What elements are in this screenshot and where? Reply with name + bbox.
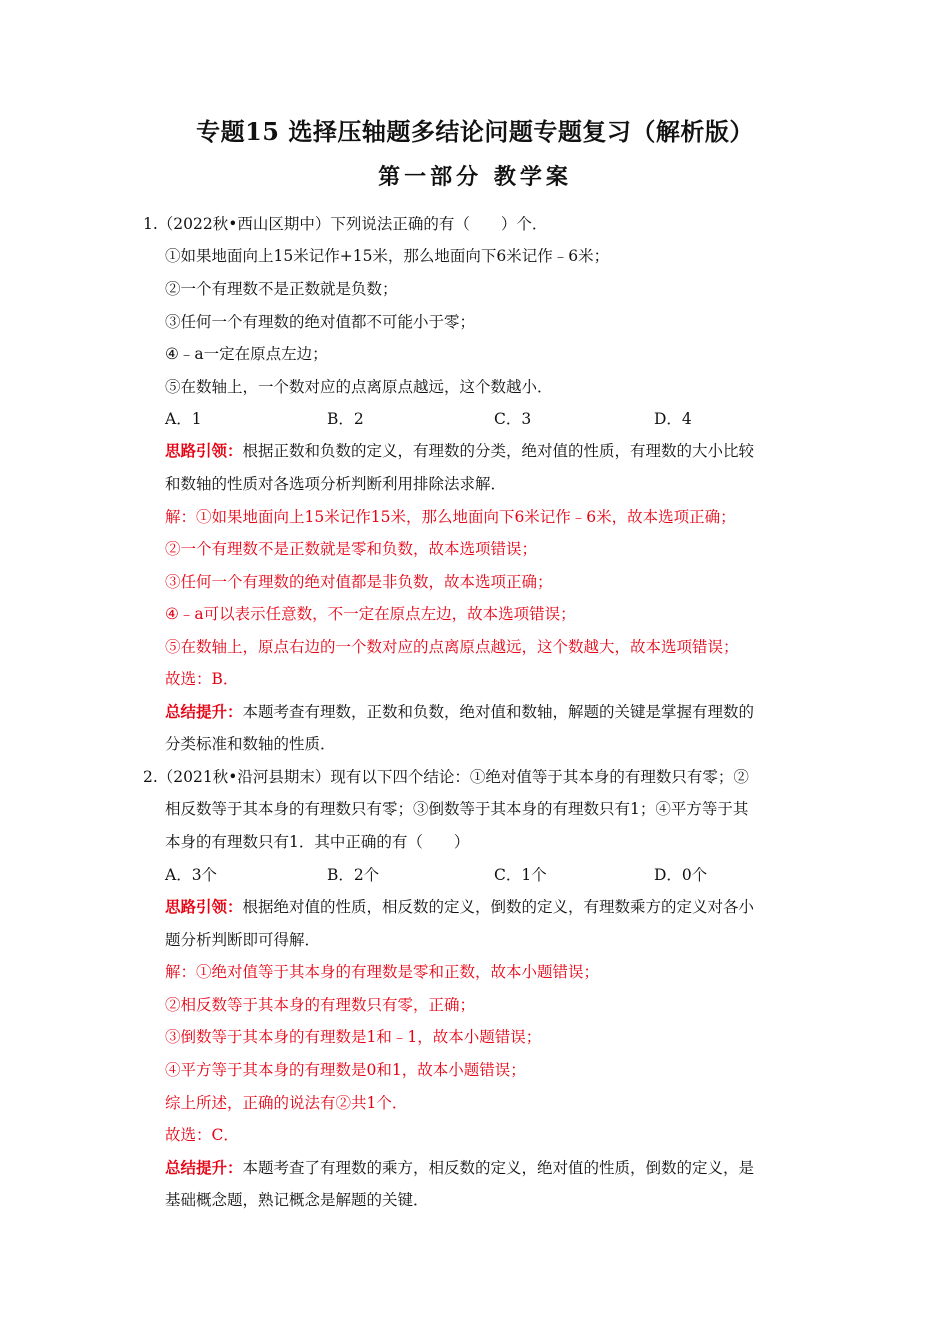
q1-item: ③任何一个有理数的绝对值都不可能小于零；: [165, 313, 476, 331]
q2-summary-cont: 基础概念题，熟记概念是解题的关键．: [165, 1191, 429, 1209]
q1-hint-label: 思路引领：: [165, 441, 243, 460]
q1-option-a: A．1: [165, 410, 202, 428]
q2-solution-line: ②相反数等于其本身的有理数只有零，正确；: [165, 996, 476, 1014]
q2-option-d: D．0个: [654, 866, 708, 884]
q2-hint-label: 思路引领：: [165, 897, 243, 916]
section-subtitle: 第一部分 教学案: [378, 164, 572, 190]
q1-solution-line: ③任何一个有理数的绝对值都是非负数，故本选项正确；: [165, 573, 553, 591]
q2-summary-label: 总结提升：: [165, 1158, 243, 1177]
q1-option-c: C．3: [494, 410, 532, 428]
q1-summary: [165, 701, 754, 723]
q1-summary-label: 总结提升：: [165, 702, 243, 721]
q1-item: ①如果地面向上15米记作+15米，那么地面向下6米记作﹣6米；: [165, 247, 610, 265]
q1-solution-line: 解：①如果地面向上15米记作15米，那么地面向下6米记作﹣6米，故本选项正确；: [165, 508, 736, 526]
q1-hint: [165, 440, 754, 462]
q2-answer: 故选：C．: [165, 1126, 239, 1144]
q1-item: ②一个有理数不是正数就是负数；: [165, 280, 398, 298]
q1-summary-text: 本题考查有理数，正数和负数，绝对值和数轴，解题的关键是掌握有理数的: [242, 703, 755, 721]
q2-option-a: A．3个: [165, 866, 218, 884]
q1-hint-cont: 和数轴的性质对各选项分析判断利用排除法求解．: [165, 475, 507, 493]
page-title: 专题15 选择压轴题多结论问题专题复习（解析版）: [196, 117, 754, 146]
q1-solution-line: ②一个有理数不是正数就是零和负数，故本选项错误；: [165, 540, 538, 558]
q1-option-b: B．2: [327, 410, 364, 428]
q1-answer: 故选：B．: [165, 670, 239, 688]
q2-solution-line: 综上所述，正确的说法有②共1个．: [165, 1094, 408, 1112]
q2-solution-line: 解：①绝对值等于其本身的有理数是零和正数，故本小题错误；: [165, 963, 600, 981]
q1-hint-text: 根据正数和负数的定义，有理数的分类，绝对值的性质，有理数的大小比较: [242, 442, 755, 460]
q1-solution-line: ④﹣a可以表示任意数，不一定在原点左边，故本选项错误；: [165, 605, 576, 623]
q1-solution-line: ⑤在数轴上，原点右边的一个数对应的点离原点越远，这个数越大，故本选项错误；: [165, 638, 739, 656]
q1-summary-cont: 分类标准和数轴的性质．: [165, 735, 336, 753]
q2-summary-text: 本题考查了有理数的乘方，相反数的定义，绝对值的性质，倒数的定义，是: [242, 1159, 755, 1177]
q1-stem: 1.（2022秋•西山区期中）下列说法正确的有（ ）个．: [143, 215, 548, 233]
q2-stem: 2.（2021秋•沿河县期末）现有以下四个结论：①绝对值等于其本身的有理数只有零；②: [143, 768, 749, 786]
q2-hint: [165, 896, 754, 918]
q1-item: ④﹣a一定在原点左边；: [165, 345, 328, 363]
q2-hint-text: 根据绝对值的性质，相反数的定义，倒数的定义，有理数乘方的定义对各小: [242, 898, 755, 916]
q2-summary: [165, 1157, 754, 1179]
q2-stem-cont: 相反数等于其本身的有理数只有零；③倒数等于其本身的有理数只有1；④平方等于其: [165, 800, 749, 818]
q2-option-b: B．2个: [327, 866, 380, 884]
q1-item: ⑤在数轴上，一个数对应的点离原点越远，这个数越小．: [165, 378, 553, 396]
q2-hint-cont: 题分析判断即可得解．: [165, 931, 321, 949]
q2-stem-cont: 本身的有理数只有1．其中正确的有（ ）: [165, 833, 470, 851]
q2-option-c: C．1个: [494, 866, 547, 884]
q1-option-d: D．4: [654, 410, 692, 428]
q2-solution-line: ③倒数等于其本身的有理数是1和﹣1，故本小题错误；: [165, 1028, 542, 1046]
q2-solution-line: ④平方等于其本身的有理数是0和1，故本小题错误；: [165, 1061, 526, 1079]
